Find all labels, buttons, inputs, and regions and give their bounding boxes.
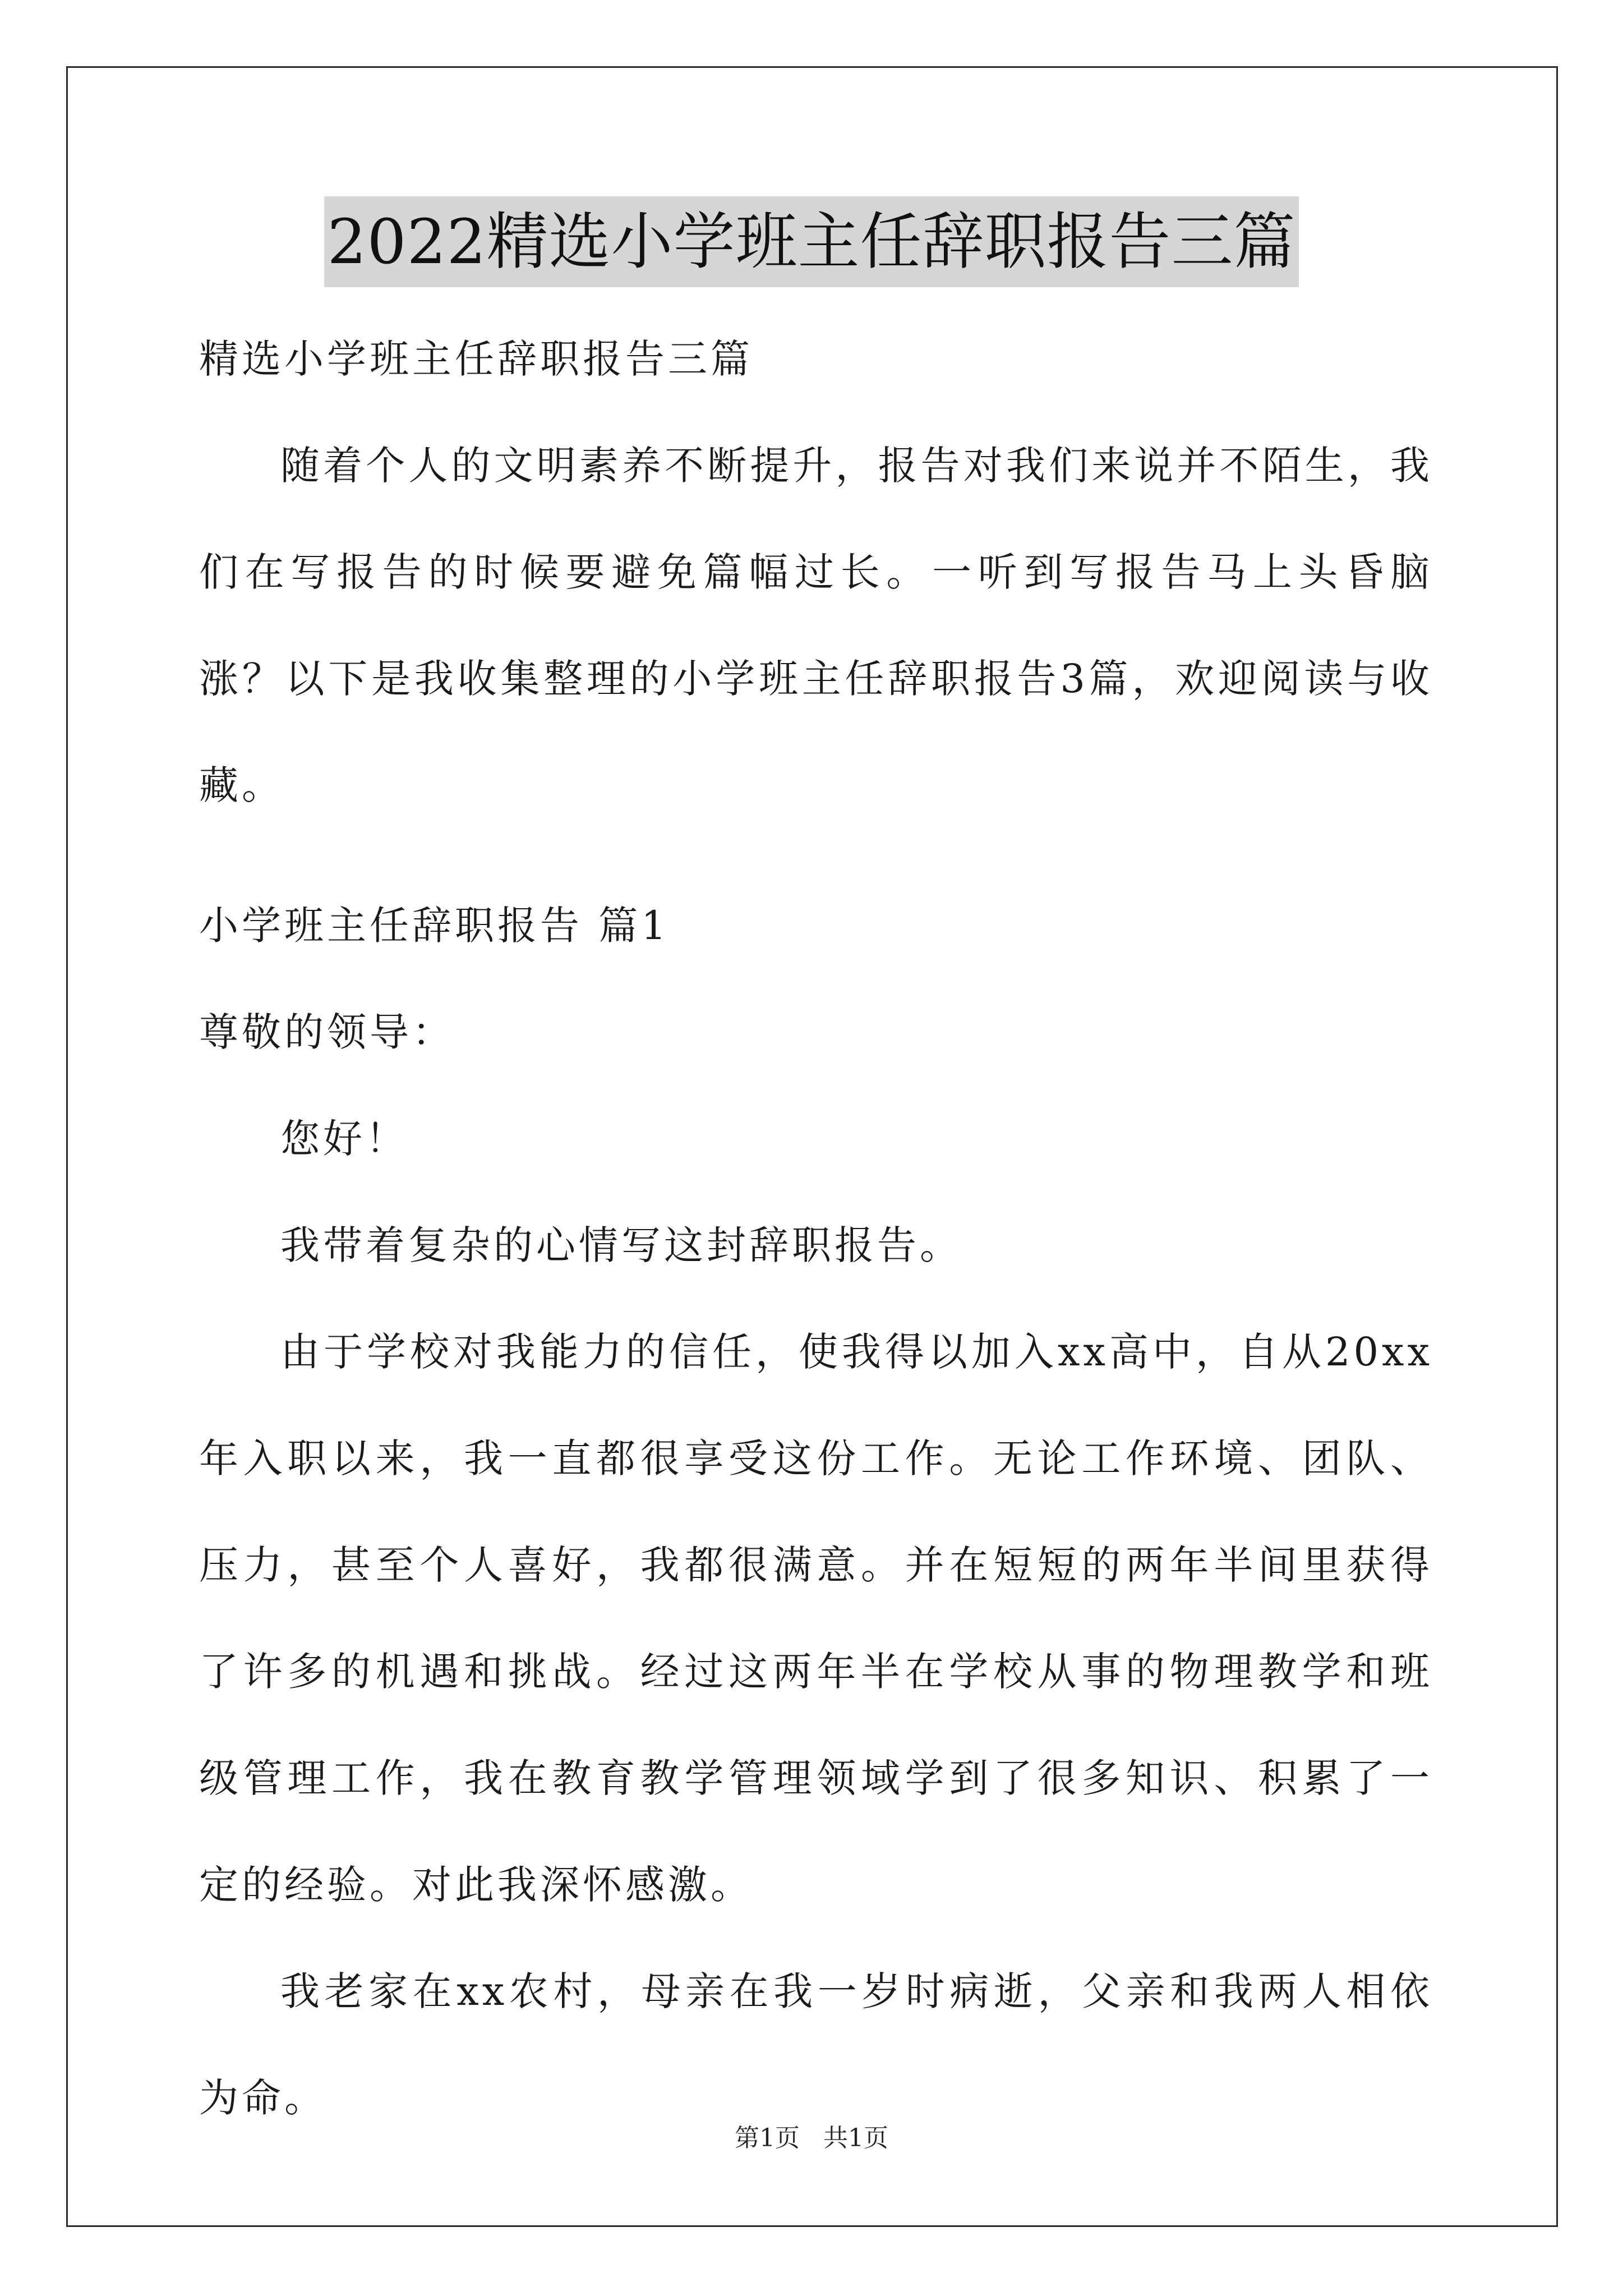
document-subtitle: 精选小学班主任辞职报告三篇 [199,336,753,382]
page-number-current: 第1页 [735,2124,800,2152]
body-paragraph-1: 我带着复杂的心情写这封辞职报告。 [280,1222,962,1268]
body-paragraph-2: 由于学校对我能力的信任，使我得以加入xx高中，自从20xx年入职以来，我一直都很享受这份工作。无论工作环境、团队、压力，甚至个人喜好，我都很满意。并在短短的两年半间里获得了许多的机遇和挑战。经过这两年半在学校从事的物理教学和班级管理工作，我在教育教学管理领域学到了很多知识、积累了一定的经验。对此我深怀感激。 [199,1329,1433,1908]
page-footer [0,2122,1623,2155]
document-title: 2022精选小学班主任辞职报告三篇 [324,196,1299,287]
page-number-total: 共1页 [823,2124,888,2152]
section-heading: 小学班主任辞职报告 篇1 [199,903,670,949]
greeting: 您好！ [280,1116,408,1162]
salutation: 尊敬的领导： [199,1009,455,1055]
intro-paragraph: 随着个人的文明素养不断提升，报告对我们来说并不陌生，我们在写报告的时候要避免篇幅过长。一听到写报告马上头昏脑涨？以下是我收集整理的小学班主任辞职报告3篇，欢迎阅读与收藏。 [199,443,1433,808]
body-paragraph-3: 我老家在xx农村，母亲在我一岁时病逝，父亲和我两人相依为命。 [199,1968,1433,2121]
title-container [0,196,1623,287]
